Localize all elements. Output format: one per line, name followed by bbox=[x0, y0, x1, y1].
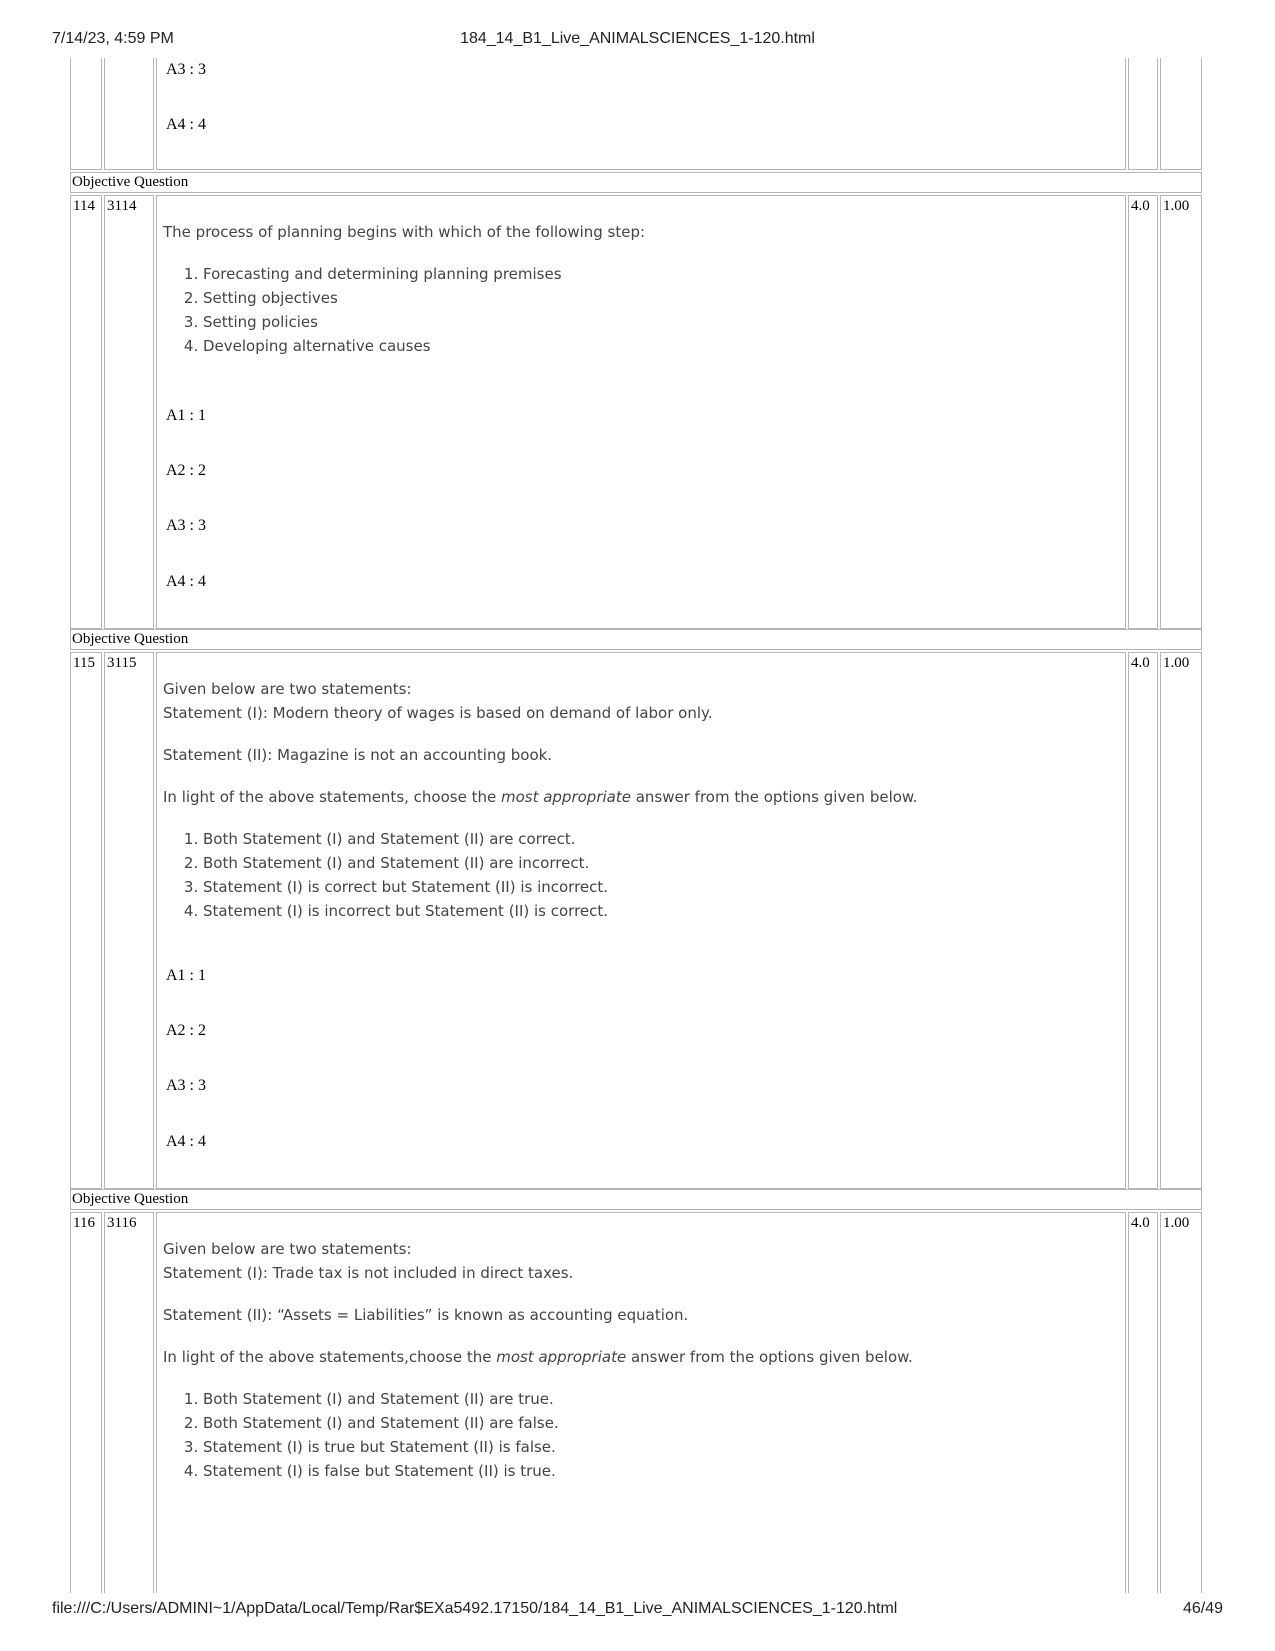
marks-value: 4.0 bbox=[1131, 655, 1150, 671]
option-item: 1. Forecasting and determining planning premises bbox=[203, 262, 1119, 286]
question-intro: Given below are two statements: bbox=[163, 680, 412, 698]
answer-option: A1 : 1 bbox=[166, 407, 206, 424]
section-label: Objective Question bbox=[72, 174, 189, 190]
statement-2: Statement (II): “Assets = Liabilities” is known as accounting equation. bbox=[163, 1306, 689, 1324]
question-number: 115 bbox=[73, 655, 95, 671]
answer-option: A3 : 3 bbox=[166, 61, 206, 78]
option-item: 4. Statement (I) is false but Statement (II) is true. bbox=[203, 1459, 1119, 1483]
answer-option: A4 : 4 bbox=[166, 1133, 206, 1150]
marks-value: 4.0 bbox=[1131, 198, 1150, 214]
section-label-row bbox=[70, 629, 1202, 650]
question-row-prev bbox=[70, 58, 1202, 170]
option-item: 2. Both Statement (I) and Statement (II) are false. bbox=[203, 1411, 1119, 1435]
question-number: 116 bbox=[73, 1215, 95, 1231]
question-number-cell bbox=[70, 58, 102, 170]
question-text: The process of planning begins with which of the following step: bbox=[163, 223, 646, 241]
section-label-row bbox=[70, 172, 1202, 193]
instruction-text: In light of the above statements, choose the most appropriate answer from the options given below. bbox=[163, 788, 918, 806]
options-list bbox=[163, 1387, 1119, 1483]
option-item: 1. Both Statement (I) and Statement (II) are correct. bbox=[203, 827, 1119, 851]
option-item: 4. Developing alternative causes bbox=[203, 334, 1119, 358]
instruction-text: In light of the above statements,choose the most appropriate answer from the options given below. bbox=[163, 1348, 913, 1366]
question-id-cell bbox=[104, 58, 154, 170]
question-body bbox=[156, 195, 1126, 629]
statement-1: Statement (I): Modern theory of wages is based on demand of labor only. bbox=[163, 704, 713, 722]
negative-marks-value: 1.00 bbox=[1163, 655, 1190, 671]
section-label-row bbox=[70, 1189, 1202, 1210]
option-item: 1. Both Statement (I) and Statement (II) are true. bbox=[203, 1387, 1119, 1411]
answer-option: A4 : 4 bbox=[166, 573, 206, 590]
section-label: Objective Question bbox=[72, 631, 189, 647]
print-footer bbox=[52, 1600, 1223, 1622]
question-number: 114 bbox=[73, 198, 95, 214]
question-body-cell bbox=[156, 58, 1126, 170]
option-item: 3. Statement (I) is correct but Statement (II) is incorrect. bbox=[203, 875, 1119, 899]
question-row-115 bbox=[70, 652, 1202, 1189]
negative-marks-value: 1.00 bbox=[1163, 198, 1190, 214]
answer-option: A2 : 2 bbox=[166, 1022, 206, 1039]
option-item: 2. Both Statement (I) and Statement (II) are incorrect. bbox=[203, 851, 1119, 875]
question-row-114 bbox=[70, 195, 1202, 629]
answer-option: A2 : 2 bbox=[166, 462, 206, 479]
option-item: 4. Statement (I) is incorrect but Statement (II) is correct. bbox=[203, 899, 1119, 923]
question-body bbox=[156, 1212, 1126, 1593]
print-header bbox=[52, 30, 1223, 52]
options-list bbox=[163, 262, 1119, 358]
question-row-116 bbox=[70, 1212, 1202, 1593]
question-table bbox=[70, 58, 1202, 1593]
option-item: 3. Statement (I) is true but Statement (II) is false. bbox=[203, 1435, 1119, 1459]
answer-option: A3 : 3 bbox=[166, 517, 206, 534]
question-id: 3114 bbox=[107, 198, 137, 214]
negative-marks-cell bbox=[1160, 58, 1202, 170]
question-body bbox=[156, 652, 1126, 1189]
option-item: 3. Setting policies bbox=[203, 310, 1119, 334]
question-id: 3115 bbox=[107, 655, 137, 671]
print-datetime: 7/14/23, 4:59 PM bbox=[52, 30, 174, 47]
option-item: 2. Setting objectives bbox=[203, 286, 1119, 310]
negative-marks-value: 1.00 bbox=[1163, 1215, 1190, 1231]
question-intro: Given below are two statements: bbox=[163, 1240, 412, 1258]
statement-1: Statement (I): Trade tax is not included in direct taxes. bbox=[163, 1264, 574, 1282]
question-id: 3116 bbox=[107, 1215, 137, 1231]
file-path: file:///C:/Users/ADMINI~1/AppData/Local/Temp/Rar$EXa5492.17150/184_14_B1_Live_ANIMALSCIENCES_1-120.html bbox=[52, 1600, 898, 1617]
marks-value: 4.0 bbox=[1131, 1215, 1150, 1231]
marks-cell bbox=[1128, 58, 1158, 170]
answer-option: A1 : 1 bbox=[166, 967, 206, 984]
options-list bbox=[163, 827, 1119, 923]
section-label: Objective Question bbox=[72, 1191, 189, 1207]
print-title: 184_14_B1_Live_ANIMALSCIENCES_1-120.html bbox=[460, 30, 815, 47]
answer-option: A4 : 4 bbox=[166, 116, 206, 133]
page-number: 46/49 bbox=[1182, 1600, 1223, 1617]
answer-option: A3 : 3 bbox=[166, 1077, 206, 1094]
statement-2: Statement (II): Magazine is not an accounting book. bbox=[163, 746, 553, 764]
